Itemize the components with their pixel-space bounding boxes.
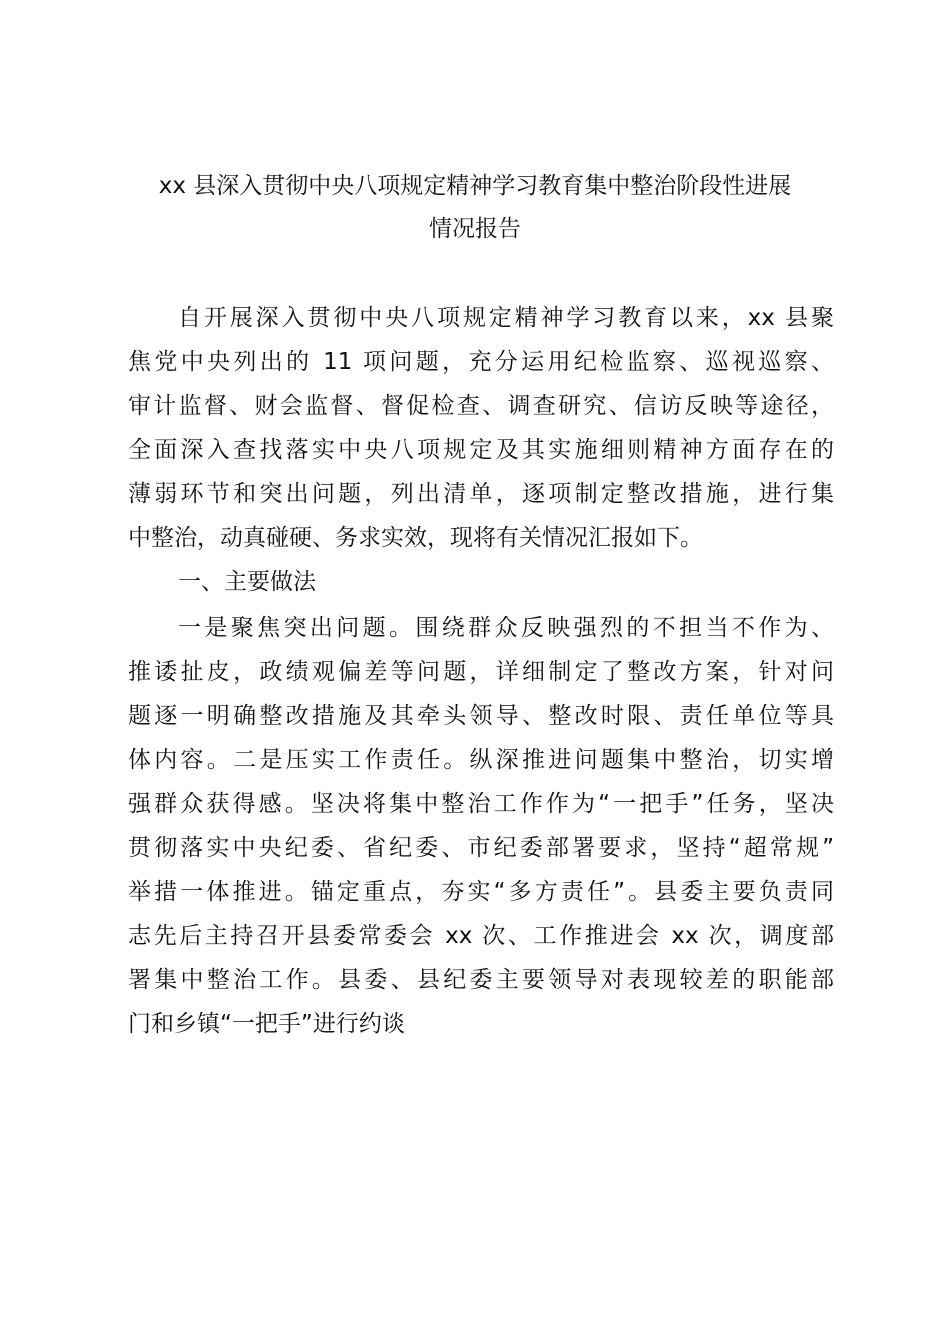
intro-paragraph-line: 自开展深入贯彻中央八项规定精神学习教育以来，xx 县聚 — [178, 305, 834, 331]
document-title-line-2: 情况报告 — [429, 216, 521, 242]
intro-paragraph-line: 全面深入查找落实中央八项规定及其实施细则精神方面存在的 — [128, 437, 834, 463]
intro-paragraph-line: 焦党中央列出的 11 项问题，充分运用纪检监察、巡视巡察、 — [128, 349, 834, 375]
intro-paragraph-line: 中整治，动真碰硬、务求实效，现将有关情况汇报如下。 — [128, 525, 703, 551]
body-paragraph-line: 题逐一明确整改措施及其牵头领导、整改时限、责任单位等具 — [128, 703, 834, 729]
body-paragraph-line: 一是聚焦突出问题。围绕群众反映强烈的不担当不作为、 — [178, 615, 834, 641]
intro-paragraph-line: 薄弱环节和突出问题，列出清单，逐项制定整改措施，进行集 — [128, 481, 834, 507]
document-title-line-1: xx 县深入贯彻中央八项规定精神学习教育集中整治阶段性进展 — [158, 173, 792, 199]
body-paragraph-line: 署集中整治工作。县委、县纪委主要领导对表现较差的职能部 — [128, 967, 834, 993]
section-heading: 一、主要做法 — [178, 569, 316, 595]
body-paragraph-line: 志先后主持召开县委常委会 xx 次、工作推进会 xx 次，调度部 — [128, 923, 834, 949]
body-paragraph-line: 贯彻落实中央纪委、省纪委、市纪委部署要求，坚持“超常规” — [128, 835, 834, 861]
intro-paragraph-line: 审计监督、财会监督、督促检查、调查研究、信访反映等途径， — [128, 393, 834, 419]
body-paragraph-line: 举措一体推进。锚定重点，夯实“多方责任”。县委主要负责同 — [128, 879, 834, 905]
body-paragraph-line: 强群众获得感。坚决将集中整治工作作为“一把手”任务，坚决 — [128, 791, 834, 817]
body-paragraph-line: 门和乡镇“一把手”进行约谈 — [128, 1011, 405, 1037]
body-paragraph-line: 推诿扯皮，政绩观偏差等问题，详细制定了整改方案，针对问 — [128, 659, 834, 685]
body-paragraph-line: 体内容。二是压实工作责任。纵深推进问题集中整治，切实增 — [128, 747, 834, 773]
